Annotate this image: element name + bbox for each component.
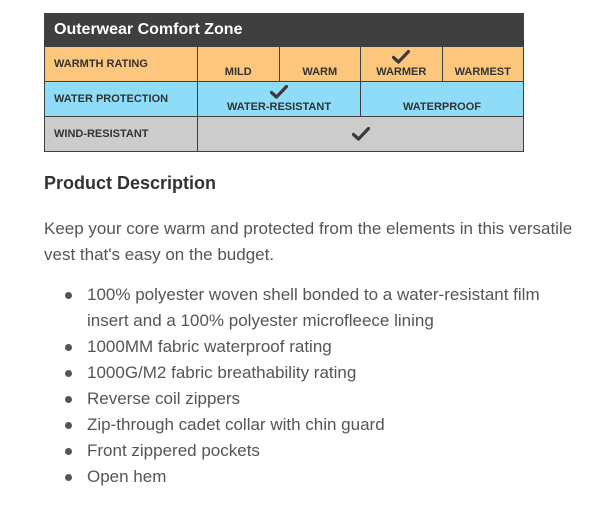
checkmark-icon: [270, 85, 288, 99]
feature-item: Open hem: [44, 464, 574, 490]
feature-item: 100% polyester woven shell bonded to a water-resistant film insert and a 100% polyester microfleece lining: [44, 282, 574, 334]
water-protection-label: WATER PROTECTION: [45, 82, 198, 116]
feature-item: 1000MM fabric waterproof rating: [44, 334, 574, 360]
warmth-level-label: WARMER: [376, 66, 427, 78]
wind-resistant-cell: [198, 117, 523, 151]
warmth-level-label: WARMEST: [454, 66, 511, 78]
wind-resistant-label: WIND-RESISTANT: [45, 117, 198, 151]
warmth-level-warmer: [360, 47, 442, 81]
feature-list: [44, 282, 574, 490]
product-description-heading: Product Description: [44, 173, 217, 193]
water-level-waterproof: [360, 82, 523, 116]
warmth-level-label: WARM: [302, 66, 338, 78]
warmth-level-label: MILD: [224, 66, 252, 78]
feature-item: Reverse coil zippers: [44, 386, 574, 412]
warmth-rating-label: WARMTH RATING: [45, 47, 198, 81]
water-protection-row: [45, 81, 523, 116]
comfort-zone-table: [44, 13, 524, 152]
wind-resistant-row: [45, 116, 523, 151]
warmth-level-warmest: [442, 47, 524, 81]
product-description-text: Keep your core warm and protected from the elements in this versatile vest that's easy on the budget.: [44, 219, 573, 264]
checkmark-icon: [392, 50, 410, 64]
feature-item: Zip-through cadet collar with chin guard: [44, 412, 574, 438]
water-level-label: WATERPROOF: [402, 101, 481, 113]
checkmark-icon: [352, 127, 370, 141]
warmth-level-mild: [198, 47, 279, 81]
water-level-label: WATER-RESISTANT: [226, 101, 332, 113]
water-level-water-resistant: [198, 82, 360, 116]
warmth-level-warm: [279, 47, 361, 81]
comfort-zone-title: Outerwear Comfort Zone: [45, 14, 523, 46]
feature-item: 1000G/M2 fabric breathability rating: [44, 360, 574, 386]
warmth-rating-row: [45, 46, 523, 81]
feature-item: Front zippered pockets: [44, 438, 574, 464]
